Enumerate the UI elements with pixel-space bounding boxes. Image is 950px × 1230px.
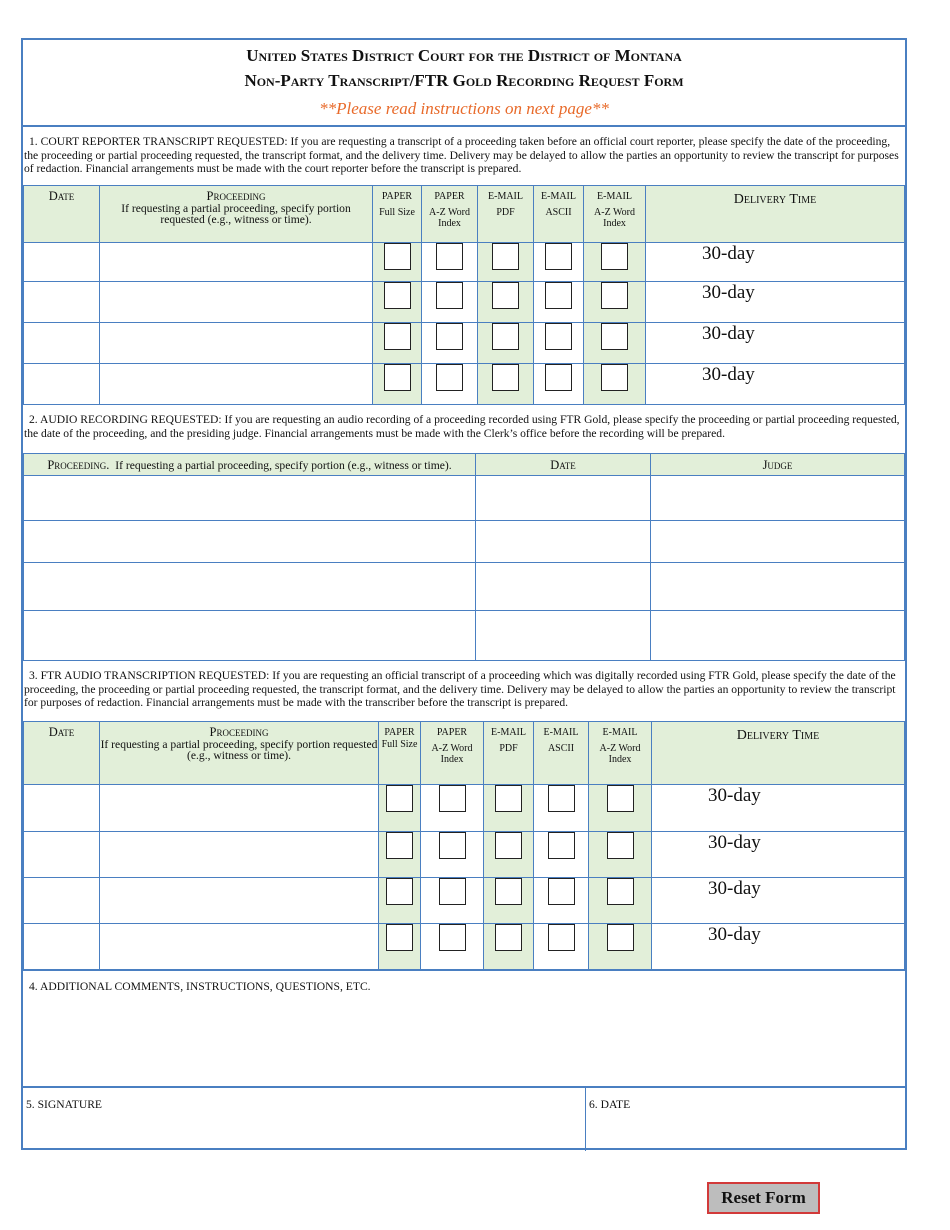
section2-table: [23, 453, 905, 661]
s1-date-field[interactable]: [24, 364, 100, 405]
table-row: [24, 924, 905, 970]
s1-date-field[interactable]: [24, 243, 100, 282]
s3-email-ascii-checkbox[interactable]: [548, 832, 575, 859]
s1-email-az-checkbox[interactable]: [601, 243, 628, 270]
s2-date-field[interactable]: [476, 611, 651, 661]
s1-paper-az-checkbox[interactable]: [436, 323, 463, 350]
s2-date-field[interactable]: [476, 521, 651, 563]
table-row: [24, 563, 905, 611]
s1-proceeding-field[interactable]: [100, 364, 373, 405]
signature-field[interactable]: [23, 1088, 586, 1151]
s3-delivery-select[interactable]: 30-day: [652, 785, 905, 832]
s1-paper-az-checkbox[interactable]: [436, 282, 463, 309]
s3-date-field[interactable]: [24, 832, 100, 878]
s3-email-pdf-sub: PDF: [499, 742, 518, 754]
s1-proceeding-field[interactable]: [100, 243, 373, 282]
s3-delivery-select[interactable]: 30-day: [652, 832, 905, 878]
s3-email-pdf-checkbox[interactable]: [495, 878, 522, 905]
s1-paper-full-header: PAPER: [381, 191, 413, 202]
table-row: [24, 878, 905, 924]
s3-paper-az-header: PAPER: [436, 727, 468, 738]
s3-email-ascii-checkbox[interactable]: [548, 924, 575, 951]
s3-proceeding-field[interactable]: [100, 785, 379, 832]
reset-form-button[interactable]: Reset Form: [707, 1182, 820, 1214]
section2-intro: [23, 405, 905, 453]
s1-email-pdf-checkbox[interactable]: [492, 323, 519, 350]
s2-judge-header: Judge: [762, 458, 793, 472]
s3-email-az-checkbox[interactable]: [607, 785, 634, 812]
section2-header-row: [24, 454, 905, 476]
s3-paper-full-header: PAPER: [384, 727, 415, 738]
comments-field[interactable]: [23, 970, 905, 1086]
s3-delivery-select[interactable]: 30-day: [652, 878, 905, 924]
s1-email-ascii-checkbox[interactable]: [545, 364, 572, 391]
s1-delivery-select[interactable]: 30-day: [646, 243, 905, 282]
s2-judge-field[interactable]: [651, 521, 905, 563]
s3-email-ascii-checkbox[interactable]: [548, 785, 575, 812]
s3-date-field[interactable]: [24, 924, 100, 970]
s3-paper-az-checkbox[interactable]: [439, 924, 466, 951]
s3-email-az-checkbox[interactable]: [607, 924, 634, 951]
s1-date-field[interactable]: [24, 282, 100, 323]
form-header: [23, 40, 905, 127]
s3-delivery-select[interactable]: 30-day: [652, 924, 905, 970]
s1-proceeding-subheader: If requesting a partial proceeding, specify portion requested (e.g., witness or time).: [121, 201, 351, 226]
s3-proceeding-header: Proceeding: [209, 725, 269, 739]
date-field[interactable]: [586, 1088, 905, 1151]
s3-paper-az-checkbox[interactable]: [439, 785, 466, 812]
signature-label: 5. SIGNATURE: [26, 1098, 103, 1111]
s1-paper-az-checkbox[interactable]: [436, 364, 463, 391]
table-row: [24, 832, 905, 878]
date-label: 6. DATE: [589, 1098, 631, 1111]
s1-paper-az-header: PAPER: [434, 191, 465, 202]
s2-proceeding-field[interactable]: [24, 611, 476, 661]
s2-proceeding-subheader: If requesting a partial proceeding, specify portion (e.g., witness or time).: [115, 459, 452, 472]
s1-email-ascii-header: E-MAIL: [541, 191, 576, 202]
s1-proceeding-header: Proceeding: [206, 189, 266, 203]
table-row: [24, 611, 905, 661]
court-title: United States District Court for the District of Montana: [246, 46, 682, 65]
s3-email-pdf-checkbox[interactable]: [495, 832, 522, 859]
s3-email-pdf-checkbox[interactable]: [495, 785, 522, 812]
request-form: [21, 38, 907, 1150]
table-row: [24, 476, 905, 521]
s3-date-header: Date: [48, 725, 75, 739]
s3-email-az-checkbox[interactable]: [607, 832, 634, 859]
s3-paper-full-checkbox[interactable]: [386, 832, 413, 859]
s2-judge-field[interactable]: [651, 563, 905, 611]
s1-email-ascii-checkbox[interactable]: [545, 243, 572, 270]
section2-number: 2.: [29, 413, 38, 426]
table-row: [24, 282, 905, 323]
s3-email-ascii-header: E-MAIL: [543, 727, 579, 738]
s3-email-pdf-checkbox[interactable]: [495, 924, 522, 951]
table-row: [24, 785, 905, 832]
s2-proceeding-header: Proceeding.: [47, 458, 110, 472]
s1-paper-full-checkbox[interactable]: [384, 364, 411, 391]
section3-intro: [23, 661, 905, 721]
s1-email-pdf-sub: PDF: [496, 206, 515, 218]
s1-email-ascii-checkbox[interactable]: [545, 282, 572, 309]
s1-email-az-checkbox[interactable]: [601, 282, 628, 309]
s3-email-az-sub: A-Z Word Index: [599, 742, 641, 765]
section3-table: [23, 721, 905, 970]
s3-email-ascii-sub: ASCII: [547, 742, 575, 754]
s3-email-pdf-header: E-MAIL: [491, 727, 526, 738]
s3-email-ascii-checkbox[interactable]: [548, 878, 575, 905]
s1-paper-az-sub: A-Z Word Index: [429, 206, 470, 229]
s1-paper-full-checkbox[interactable]: [384, 243, 411, 270]
s3-paper-full-checkbox[interactable]: [386, 924, 413, 951]
s1-paper-full-sub: Full Size: [379, 206, 415, 218]
s1-paper-az-checkbox[interactable]: [436, 243, 463, 270]
table-row: [24, 364, 905, 405]
s3-email-az-header: E-MAIL: [602, 727, 638, 738]
section1-text: COURT REPORTER TRANSCRIPT REQUESTED: If you are requesting a transcript of a proceeding taken before an official court reporter, please specify the date of the proceeding, the proceeding or partial proceeding requested, the transcript format, and the delivery time. Delivery may be delayed to allow the parties an opportunity to review the transcript for purposes of redaction. Financial arrangements must be made with the court reporter before the transcript is prepared.: [24, 135, 899, 175]
s1-email-ascii-checkbox[interactable]: [545, 323, 572, 350]
s1-email-az-header: E-MAIL: [597, 191, 632, 202]
instructions-note: **Please read instructions on next page**: [319, 99, 609, 118]
s1-email-pdf-header: E-MAIL: [488, 191, 523, 202]
s3-email-az-checkbox[interactable]: [607, 878, 634, 905]
comments-label: 4. ADDITIONAL COMMENTS, INSTRUCTIONS, QUESTIONS, ETC.: [29, 980, 371, 993]
s1-delivery-header: Delivery Time: [646, 186, 905, 243]
s3-paper-az-checkbox[interactable]: [439, 832, 466, 859]
s3-proceeding-subheader: If requesting a partial proceeding, specify portion requested (e.g., witness or time).: [100, 737, 378, 762]
s2-judge-field[interactable]: [651, 611, 905, 661]
s1-email-az-checkbox[interactable]: [601, 364, 628, 391]
s3-paper-full-checkbox[interactable]: [386, 785, 413, 812]
s2-date-header: Date: [550, 458, 576, 472]
s3-proceeding-field[interactable]: [100, 832, 379, 878]
s1-email-pdf-checkbox[interactable]: [492, 243, 519, 270]
s2-date-field[interactable]: [476, 476, 651, 521]
s3-date-field[interactable]: [24, 878, 100, 924]
section3-number: 3.: [29, 669, 38, 682]
s3-proceeding-field[interactable]: [100, 878, 379, 924]
s2-proceeding-field[interactable]: [24, 521, 476, 563]
s3-paper-full-sub: Full Size: [381, 738, 418, 750]
s3-proceeding-field[interactable]: [100, 924, 379, 970]
s1-proceeding-field[interactable]: [100, 282, 373, 323]
s1-email-ascii-sub: ASCII: [545, 206, 572, 218]
s1-delivery-select[interactable]: 30-day: [646, 282, 905, 323]
s3-paper-az-sub: A-Z Word Index: [431, 742, 473, 765]
s1-date-header: Date: [48, 189, 75, 203]
s1-proceeding-field[interactable]: [100, 323, 373, 364]
s3-delivery-header: Delivery Time: [652, 722, 905, 785]
form-title: Non-Party Transcript/FTR Gold Recording Request Form: [244, 71, 684, 90]
table-row: [24, 323, 905, 364]
s3-paper-full-checkbox[interactable]: [386, 878, 413, 905]
section3-header-row: [24, 722, 905, 785]
section1-table: [23, 185, 905, 405]
s1-date-field[interactable]: [24, 323, 100, 364]
section1-number: 1.: [29, 135, 38, 148]
table-row: [24, 521, 905, 563]
s1-delivery-select[interactable]: 30-day: [646, 364, 905, 405]
s1-paper-full-checkbox[interactable]: [384, 282, 411, 309]
s2-proceeding-field[interactable]: [24, 476, 476, 521]
signature-row: [23, 1086, 905, 1151]
section1-header-row: [24, 186, 905, 243]
s1-delivery-select[interactable]: 30-day: [646, 323, 905, 364]
section3-text: FTR AUDIO TRANSCRIPTION REQUESTED: If you are requesting an official transcript of a proceeding which was digitally recorded using FTR Gold, please specify the date of the proceeding, the proceeding or partial proceeding requested, the transcript format, and the delivery time. Delivery may be delayed to allow the parties an opportunity to review the transcript for purposes of redaction. Financial arrangements must be made with the transcriber before the transcript is prepared.: [24, 669, 896, 709]
s1-email-pdf-checkbox[interactable]: [492, 282, 519, 309]
s3-paper-az-checkbox[interactable]: [439, 878, 466, 905]
s2-proceeding-field[interactable]: [24, 563, 476, 611]
s1-paper-full-checkbox[interactable]: [384, 323, 411, 350]
s3-date-field[interactable]: [24, 785, 100, 832]
section2-text: AUDIO RECORDING REQUESTED: If you are requesting an audio recording of a proceeding recorded using FTR Gold, please specify the proceeding or partial proceeding requested, the date of the proceeding, and the presiding judge. Financial arrangements must be made with the Clerk’s office before the recording will be prepared.: [24, 413, 900, 440]
s1-email-az-checkbox[interactable]: [601, 323, 628, 350]
table-row: [24, 243, 905, 282]
section1-intro: [23, 127, 905, 185]
s1-email-az-sub: A-Z Word Index: [594, 206, 635, 229]
s1-email-pdf-checkbox[interactable]: [492, 364, 519, 391]
s2-judge-field[interactable]: [651, 476, 905, 521]
s2-date-field[interactable]: [476, 563, 651, 611]
